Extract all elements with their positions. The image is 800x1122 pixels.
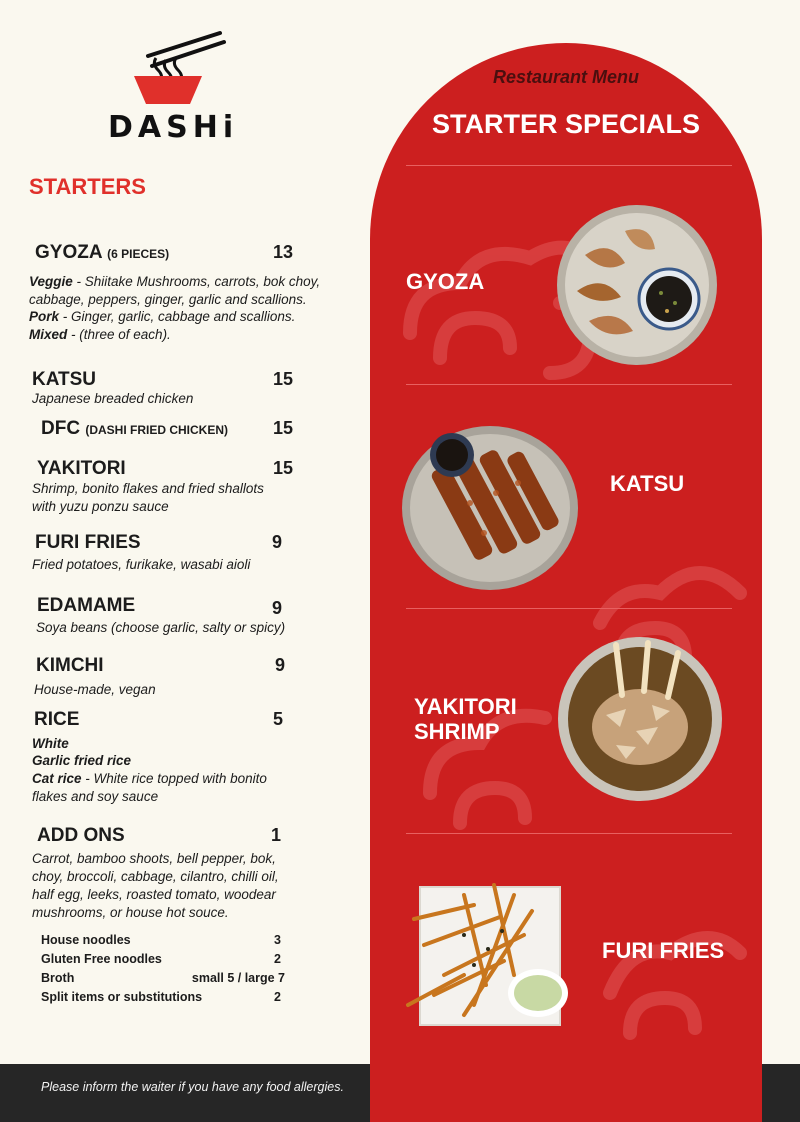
katsu-desc: Japanese breaded chicken <box>32 391 194 406</box>
katsu-plate-icon <box>400 423 580 593</box>
yakitori-price: 15 <box>273 458 294 478</box>
special-furi-fries-label: FURI FRIES <box>602 938 725 963</box>
panel-subtitle: Restaurant Menu <box>492 67 640 87</box>
dfc-price: 15 <box>273 418 294 438</box>
divider <box>406 165 732 166</box>
noodle-bowl-icon <box>108 28 228 110</box>
yakitori-desc-2: with yuzu ponzu sauce <box>32 499 169 514</box>
extra-row: Gluten Free noodles 2 <box>41 952 281 966</box>
yakitori-desc-1: Shrimp, bonito flakes and fried shallots <box>32 481 264 496</box>
rice-desc-2: Garlic fried rice <box>32 753 132 768</box>
yakitori-plate-icon <box>556 635 724 803</box>
add-ons-price: 1 <box>271 825 282 845</box>
panel-title: STARTER SPECIALS <box>431 109 701 139</box>
kimchi-desc: House-made, vegan <box>34 682 156 697</box>
add-ons-desc-4: mushrooms, or house hot souce. <box>32 905 229 920</box>
gyoza-price: 13 <box>273 242 294 262</box>
katsu-price: 15 <box>273 369 294 389</box>
gyoza-qty: (6 PIECES) <box>107 247 170 261</box>
rice-price: 5 <box>273 709 284 729</box>
rice-name: RICE <box>34 709 80 730</box>
extra-row: Split items or substitutions 2 <box>41 990 281 1004</box>
rice-desc-1: White <box>32 736 69 751</box>
dashi-logo <box>108 28 239 146</box>
extra-row: Broth small 5 / large 7 <box>41 971 285 985</box>
extra-row: House noodles 3 <box>41 933 281 947</box>
brand-name: DASHi <box>108 110 239 145</box>
rice-desc-3: Cat rice - White rice topped with bonito <box>32 771 267 786</box>
rice-desc-4: flakes and soy sauce <box>32 789 159 804</box>
gyoza-name: GYOZA (6 PIECES) <box>35 242 170 263</box>
edamame-name: EDAMAME <box>37 595 136 616</box>
add-ons-desc-1: Carrot, bamboo shoots, bell pepper, bok, <box>32 851 276 866</box>
katsu-name: KATSU <box>32 369 97 390</box>
add-ons-name: ADD ONS <box>37 825 125 846</box>
edamame-desc: Soya beans (choose garlic, salty or spicy) <box>36 620 286 635</box>
gyoza-desc-1: Veggie - Shiitake Mushrooms, carrots, bok choy, <box>29 274 321 289</box>
edamame-price: 9 <box>272 598 283 618</box>
kimchi-name: KIMCHI <box>36 655 104 676</box>
special-gyoza-label: GYOZA <box>406 269 485 294</box>
fries-box-icon <box>404 865 580 1031</box>
dfc-sub: (DASHI FRIED CHICKEN) <box>85 423 229 437</box>
allergy-notice: Please inform the waiter if you have any food allergies. <box>41 1080 344 1094</box>
yakitori-name: YAKITORI <box>37 458 126 479</box>
gyoza-desc-3: Pork - Ginger, garlic, cabbage and scallions. <box>29 309 296 324</box>
dfc-name: DFC (DASHI FRIED CHICKEN) <box>41 418 229 439</box>
add-ons-desc-2: choy, broccoli, cabbage, cilantro, chilli oil, <box>32 869 279 884</box>
starters-heading: STARTERS <box>29 174 146 199</box>
specials-panel <box>370 43 762 1122</box>
furi-fries-price: 9 <box>272 532 283 552</box>
gyoza-desc-2: cabbage, peppers, ginger, garlic and scallions. <box>29 292 307 307</box>
gyoza-plate-icon <box>555 203 719 367</box>
divider <box>406 384 732 385</box>
furi-fries-desc: Fried potatoes, furikake, wasabi aioli <box>32 557 251 572</box>
kimchi-price: 9 <box>275 655 286 675</box>
gyoza-desc-4: Mixed - (three of each). <box>29 327 171 342</box>
special-yakitori-label: YAKITORI SHRIMP <box>414 694 517 744</box>
furi-fries-name: FURI FRIES <box>35 532 141 553</box>
divider <box>406 833 732 834</box>
add-ons-desc-3: half egg, leeks, roasted tomato, woodear <box>32 887 276 902</box>
divider <box>406 608 732 609</box>
special-katsu-label: KATSU <box>610 471 685 496</box>
